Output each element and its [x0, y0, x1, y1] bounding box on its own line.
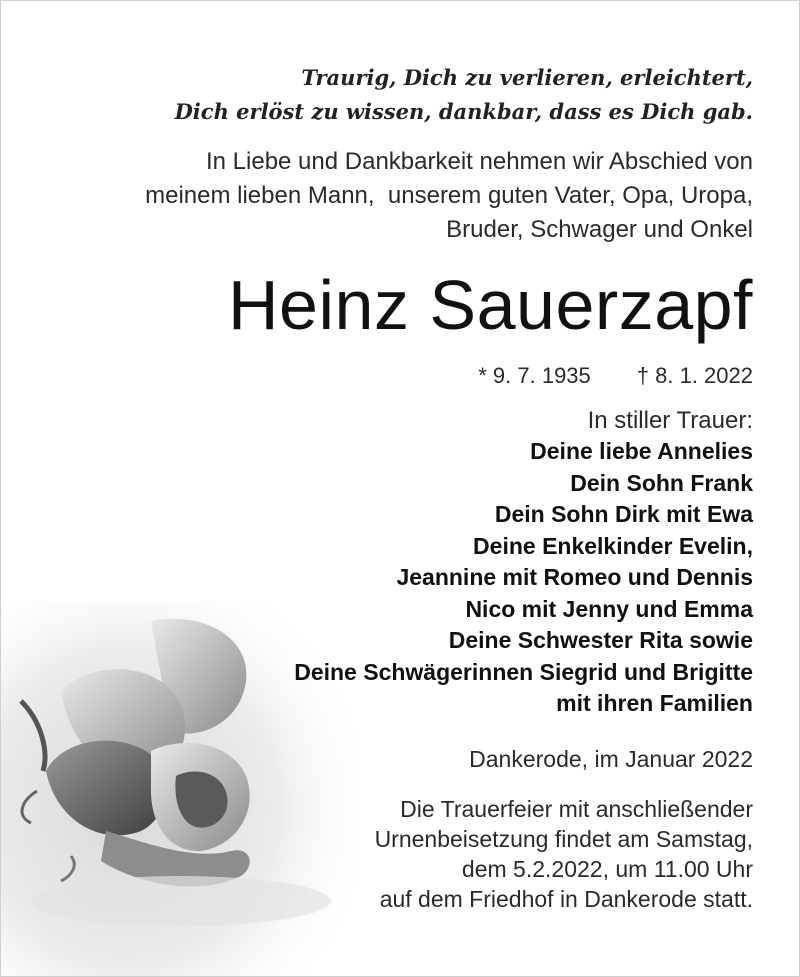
funeral-line: Urnenbeisetzung findet am Samstag, — [374, 825, 753, 852]
intro-text — [33, 145, 753, 247]
place-date: Dankerode, im Januar 2022 — [469, 745, 753, 772]
funeral-info — [33, 794, 753, 914]
mourner-line: Dein Sohn Frank — [570, 469, 753, 496]
funeral-line: dem 5.2.2022, um 11.00 Uhr — [461, 855, 753, 882]
intro-line: In Liebe und Dankbarkeit nehmen wir Abschied von — [205, 148, 753, 175]
intro-line: Bruder, Schwager und Onkel — [446, 216, 753, 243]
life-dates — [33, 361, 753, 391]
birth-date: * 9. 7. 1935 — [478, 363, 591, 388]
mourner-line: Jeannine mit Romeo und Dennis — [396, 564, 753, 590]
mourner-line: Deine liebe Annelies — [530, 438, 753, 464]
motto — [33, 61, 753, 129]
motto-line: Dich erlöst zu wissen, dankbar, dass es Dich gab. — [174, 99, 753, 124]
mourner-line: Deine Enkelkinder Evelin, — [473, 532, 753, 559]
death-date: † 8. 1. 2022 — [636, 363, 753, 388]
mourning-label: In stiller Trauer: — [587, 407, 753, 434]
funeral-line: Die Trauerfeier mit anschließender — [400, 795, 753, 822]
mourner-line: mit ihren Familien — [556, 690, 753, 716]
deceased-name: Heinz Sauerzapf — [227, 266, 753, 344]
obituary-text — [33, 61, 753, 914]
mourners-list — [33, 436, 753, 720]
mourner-line: Deine Schwester Rita sowie — [448, 627, 753, 653]
mourner-line: Dein Sohn Dirk mit Ewa — [494, 501, 753, 527]
intro-line: meinem lieben Mann, unserem guten Vater, Opa, Uropa, — [145, 182, 753, 209]
motto-line: Traurig, Dich zu verlieren, erleichtert, — [301, 65, 753, 90]
mourner-line: Deine Schwägerinnen Siegrid und Brigitte — [294, 658, 753, 685]
mourner-line: Nico mit Jenny und Emma — [465, 595, 753, 622]
funeral-line: auf dem Friedhof in Dankerode statt. — [379, 885, 753, 912]
